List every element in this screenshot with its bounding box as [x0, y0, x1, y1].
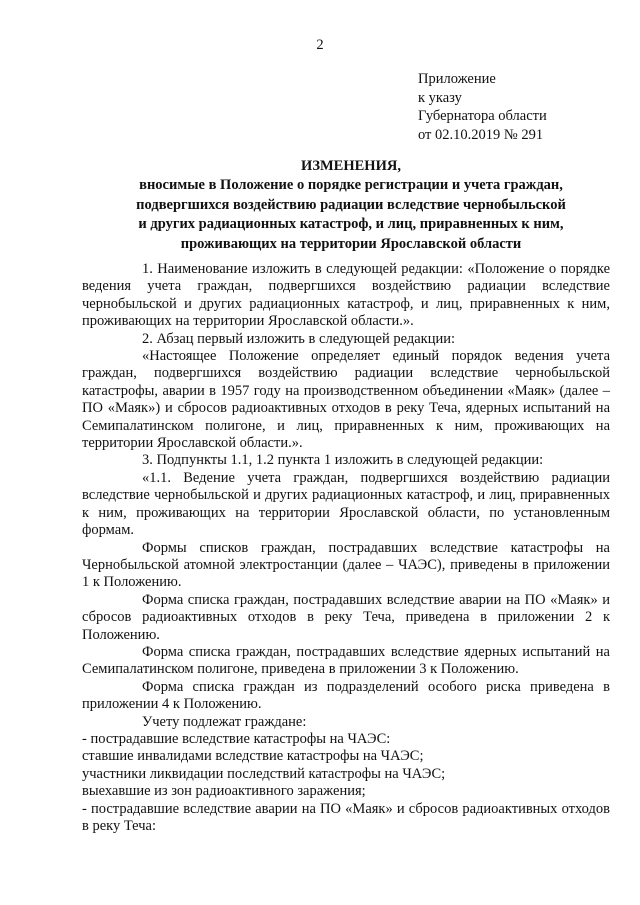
- title-line: подвергшихся воздействию радиации вследствие чернобыльской: [136, 196, 566, 213]
- paragraph: 3. Подпункты 1.1, 1.2 пункта 1 изложить в следующей редакции:: [142, 452, 544, 469]
- list-item: - пострадавшие вследствие аварии на ПО «Маяк» и сбросов радиоактивных отходов в реку Теча:: [82, 800, 610, 834]
- paragraph: «1.1. Ведение учета граждан, подвергшихся воздействию радиации вследствие чернобыльской и других радиационных катастроф, и лиц, приравненных к ним, проживающих на территории Ярославской области, по установленным формам.: [82, 469, 610, 539]
- title-line: проживающих на территории Ярославской области: [180, 235, 522, 252]
- paragraph: «Настоящее Положение определяет единый порядок ведения учета граждан, подвергшихся воздействию радиации вследствие чернобыльской катастрофы, аварии в 1957 году на производственном объединении «Маяк» (далее – ПО «Маяк») и сбросов радиоактивных отходов в реку Теча, ядерных испытаний на Семипалатинском полигоне, и лиц, приравненных к ним, проживающих на территории Ярославской области.».: [82, 348, 610, 452]
- appendix-line: Приложение: [418, 71, 496, 87]
- appendix-line: от 02.10.2019 № 291: [418, 126, 544, 143]
- page-number: 2: [316, 37, 324, 53]
- document-title: [82, 157, 620, 254]
- appendix-line: к указу: [418, 89, 462, 106]
- list-item: ставшие инвалидами вследствие катастрофы на ЧАЭС;: [82, 748, 424, 765]
- document-body: [82, 261, 610, 835]
- list-item: участники ликвидации последствий катастрофы на ЧАЭС;: [82, 765, 446, 782]
- title-heading: ИЗМЕНЕНИЯ,: [301, 158, 401, 174]
- appendix-line: Губернатора области: [418, 108, 547, 124]
- paragraph: 1. Наименование изложить в следующей редакции: «Положение о порядке ведения учета граждан, подвергшихся воздействию радиации вследствие чернобыльской и других радиационных катастроф, и лиц, приравненных к ним, проживающих на территории Ярославской области.».: [82, 261, 610, 330]
- paragraph: Учету подлежат граждане:: [142, 713, 307, 730]
- appendix-block: [418, 70, 628, 144]
- list-item: выехавшие из зон радиоактивного заражения;: [82, 783, 366, 800]
- paragraph: Форма списка граждан, пострадавших вследствие аварии на ПО «Маяк» и сбросов радиоактивных отходов в реку Теча, приведена в приложении 2 к Положению.: [82, 591, 610, 643]
- paragraph: Форма списка граждан, пострадавших вследствие ядерных испытаний на Семипалатинском полигоне, приведена в приложении 3 к Положению.: [82, 643, 610, 678]
- paragraph: Формы списков граждан, пострадавших вследствие катастрофы на Чернобыльской атомной электростанции (далее – ЧАЭС), приведены в приложении 1 к Положению.: [82, 539, 610, 591]
- title-line: и других радиационных катастроф, и лиц, приравненных к ним,: [138, 216, 564, 233]
- title-line: вносимые в Положение о порядке регистрации и учета граждан,: [139, 177, 563, 194]
- paragraph: Форма списка граждан из подразделений особого риска приведена в приложении 4 к Положению.: [82, 678, 610, 713]
- paragraph: 2. Абзац первый изложить в следующей редакции:: [142, 330, 456, 347]
- list-item: - пострадавшие вследствие катастрофы на ЧАЭС:: [82, 730, 391, 747]
